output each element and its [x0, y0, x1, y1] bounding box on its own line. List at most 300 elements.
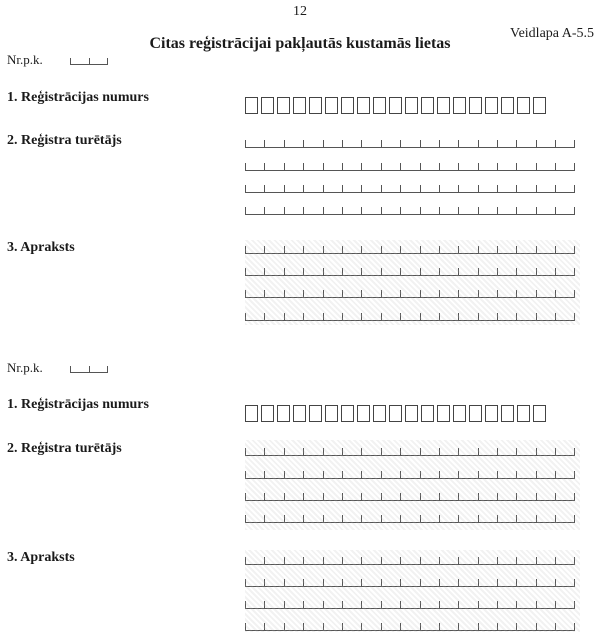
character-cell	[284, 515, 303, 523]
character-cell	[439, 290, 458, 298]
character-cell	[555, 268, 574, 276]
character-cell	[516, 601, 535, 609]
character-cell	[400, 515, 419, 523]
character-box	[325, 97, 338, 114]
character-cell	[516, 207, 535, 215]
character-box	[245, 97, 258, 114]
character-cell	[323, 515, 342, 523]
character-cell	[361, 601, 380, 609]
character-cell	[420, 601, 439, 609]
character-cell	[536, 601, 555, 609]
character-cell	[458, 579, 477, 587]
character-cell	[245, 623, 264, 631]
character-cell	[361, 579, 380, 587]
character-cell	[361, 313, 380, 321]
character-cell	[264, 448, 283, 456]
character-cell	[381, 579, 400, 587]
character-cell	[516, 448, 535, 456]
character-cell	[497, 601, 516, 609]
description-line[interactable]	[245, 623, 575, 633]
character-cell	[284, 493, 303, 501]
character-cell	[323, 579, 342, 587]
character-cell	[323, 448, 342, 456]
character-cell	[458, 515, 477, 523]
character-cell	[245, 246, 264, 254]
character-cell	[478, 185, 497, 193]
character-cell	[497, 579, 516, 587]
character-cell	[458, 448, 477, 456]
character-cell	[284, 579, 303, 587]
character-cell	[536, 515, 555, 523]
character-cell	[264, 140, 283, 148]
registration-number-label: 1. Reģistrācijas numurs	[7, 90, 149, 105]
character-cell	[284, 313, 303, 321]
character-cell	[516, 140, 535, 148]
character-box	[293, 97, 306, 114]
character-cell	[458, 290, 477, 298]
character-box	[485, 405, 498, 422]
character-cell	[381, 290, 400, 298]
character-cell	[400, 313, 419, 321]
character-box	[501, 97, 514, 114]
character-cell	[497, 290, 516, 298]
character-cell	[555, 313, 574, 321]
character-cell	[342, 623, 361, 631]
nr-cell	[70, 58, 89, 65]
description-line[interactable]	[245, 268, 575, 278]
holder-label: 2. Reģistra turētājs	[7, 441, 122, 456]
description-line[interactable]	[245, 557, 575, 567]
character-cell	[420, 623, 439, 631]
character-cell	[555, 579, 574, 587]
character-cell	[342, 185, 361, 193]
character-box	[261, 405, 274, 422]
character-box	[357, 97, 370, 114]
nr-cell	[89, 58, 108, 65]
character-cell	[478, 246, 497, 254]
character-cell	[439, 493, 458, 501]
character-cell	[478, 623, 497, 631]
character-cell	[536, 207, 555, 215]
character-cell	[284, 207, 303, 215]
character-cell	[439, 623, 458, 631]
character-cell	[420, 185, 439, 193]
character-cell	[497, 471, 516, 479]
character-cell	[381, 246, 400, 254]
character-cell	[420, 471, 439, 479]
character-cell	[536, 290, 555, 298]
character-cell	[284, 140, 303, 148]
character-cell	[284, 557, 303, 565]
character-cell	[245, 515, 264, 523]
character-cell	[264, 290, 283, 298]
character-cell	[303, 140, 322, 148]
character-cell	[361, 290, 380, 298]
character-cell	[516, 268, 535, 276]
character-cell	[516, 290, 535, 298]
character-cell	[284, 601, 303, 609]
character-cell	[381, 163, 400, 171]
character-cell	[516, 471, 535, 479]
character-cell	[536, 623, 555, 631]
character-cell	[323, 268, 342, 276]
character-cell	[323, 290, 342, 298]
character-cell	[400, 163, 419, 171]
character-box	[533, 97, 546, 114]
holder-label: 2. Reģistra turētājs	[7, 133, 122, 148]
character-cell	[555, 140, 574, 148]
nr-cell	[70, 366, 89, 373]
description-label: 3. Apraksts	[7, 240, 75, 255]
character-cell	[323, 140, 342, 148]
nr-input[interactable]	[70, 366, 108, 373]
character-cell	[478, 557, 497, 565]
character-cell	[400, 448, 419, 456]
character-cell	[381, 268, 400, 276]
character-box	[357, 405, 370, 422]
nr-cell	[89, 366, 108, 373]
character-cell	[458, 163, 477, 171]
character-cell	[420, 579, 439, 587]
character-box	[453, 97, 466, 114]
description-line[interactable]	[245, 246, 575, 256]
character-cell	[458, 493, 477, 501]
description-line[interactable]	[245, 601, 575, 611]
character-cell	[555, 493, 574, 501]
character-box	[325, 405, 338, 422]
character-cell	[439, 579, 458, 587]
character-cell	[323, 601, 342, 609]
character-cell	[284, 448, 303, 456]
character-cell	[284, 268, 303, 276]
character-cell	[536, 268, 555, 276]
character-cell	[361, 623, 380, 631]
character-cell	[264, 185, 283, 193]
character-box	[517, 405, 530, 422]
character-cell	[361, 185, 380, 193]
character-box	[261, 97, 274, 114]
character-cell	[303, 579, 322, 587]
character-cell	[478, 268, 497, 276]
character-box	[309, 405, 322, 422]
character-cell	[497, 268, 516, 276]
character-cell	[342, 246, 361, 254]
character-cell	[381, 557, 400, 565]
character-cell	[536, 448, 555, 456]
character-cell	[439, 207, 458, 215]
character-cell	[420, 448, 439, 456]
character-cell	[303, 557, 322, 565]
character-cell	[555, 515, 574, 523]
character-cell	[516, 579, 535, 587]
character-cell	[381, 515, 400, 523]
character-cell	[245, 448, 264, 456]
description-line[interactable]	[245, 313, 575, 323]
character-cell	[516, 623, 535, 631]
character-cell	[400, 246, 419, 254]
character-cell	[284, 246, 303, 254]
character-cell	[303, 313, 322, 321]
character-cell	[303, 246, 322, 254]
character-cell	[400, 557, 419, 565]
character-cell	[497, 185, 516, 193]
character-cell	[284, 471, 303, 479]
character-cell	[458, 207, 477, 215]
character-cell	[381, 140, 400, 148]
character-cell	[536, 163, 555, 171]
character-cell	[264, 579, 283, 587]
character-cell	[303, 493, 322, 501]
character-box	[517, 97, 530, 114]
character-cell	[323, 493, 342, 501]
character-cell	[303, 207, 322, 215]
character-cell	[478, 163, 497, 171]
nr-label: Nr.p.k.	[7, 52, 43, 67]
character-box	[405, 405, 418, 422]
character-cell	[536, 579, 555, 587]
character-cell	[555, 623, 574, 631]
holder-line[interactable]	[245, 163, 575, 173]
character-cell	[439, 557, 458, 565]
character-cell	[245, 163, 264, 171]
character-cell	[342, 313, 361, 321]
character-cell	[303, 163, 322, 171]
nr-input[interactable]	[70, 58, 108, 65]
description-label: 3. Apraksts	[7, 550, 75, 565]
character-cell	[478, 290, 497, 298]
character-cell	[439, 601, 458, 609]
character-cell	[497, 493, 516, 501]
character-cell	[478, 313, 497, 321]
character-cell	[536, 246, 555, 254]
character-cell	[555, 471, 574, 479]
character-cell	[420, 140, 439, 148]
character-cell	[555, 163, 574, 171]
character-cell	[342, 140, 361, 148]
character-cell	[555, 185, 574, 193]
character-cell	[342, 601, 361, 609]
character-box	[341, 405, 354, 422]
character-cell	[516, 313, 535, 321]
character-box	[533, 405, 546, 422]
character-cell	[264, 601, 283, 609]
character-box	[373, 405, 386, 422]
character-box	[437, 405, 450, 422]
character-cell	[516, 557, 535, 565]
character-cell	[264, 471, 283, 479]
character-cell	[555, 207, 574, 215]
character-box	[309, 97, 322, 114]
character-cell	[439, 448, 458, 456]
character-cell	[458, 268, 477, 276]
character-cell	[342, 579, 361, 587]
character-cell	[420, 493, 439, 501]
character-cell	[536, 471, 555, 479]
character-cell	[420, 163, 439, 171]
character-cell	[381, 623, 400, 631]
character-cell	[439, 140, 458, 148]
character-cell	[516, 246, 535, 254]
holder-line[interactable]	[245, 448, 575, 458]
character-cell	[342, 268, 361, 276]
character-cell	[284, 163, 303, 171]
character-cell	[245, 313, 264, 321]
character-box	[245, 405, 258, 422]
registration-number-boxes[interactable]	[245, 97, 546, 114]
character-cell	[458, 313, 477, 321]
character-cell	[264, 207, 283, 215]
character-cell	[245, 140, 264, 148]
character-cell	[361, 471, 380, 479]
character-cell	[381, 471, 400, 479]
character-cell	[420, 246, 439, 254]
character-cell	[497, 207, 516, 215]
form-title: Citas reģistrācijai pakļautās kustamās lietas	[149, 35, 451, 52]
character-cell	[400, 623, 419, 631]
character-cell	[303, 601, 322, 609]
character-cell	[323, 207, 342, 215]
character-cell	[303, 185, 322, 193]
form-code: Veidlapa A-5.5	[510, 26, 594, 41]
character-cell	[497, 313, 516, 321]
character-cell	[245, 268, 264, 276]
character-cell	[245, 601, 264, 609]
character-cell	[342, 471, 361, 479]
holder-line[interactable]	[245, 493, 575, 503]
character-cell	[536, 140, 555, 148]
character-cell	[361, 163, 380, 171]
character-cell	[400, 601, 419, 609]
character-cell	[342, 290, 361, 298]
character-cell	[516, 185, 535, 193]
character-cell	[245, 185, 264, 193]
character-cell	[361, 557, 380, 565]
character-cell	[264, 246, 283, 254]
character-cell	[497, 448, 516, 456]
character-cell	[439, 163, 458, 171]
character-cell	[555, 601, 574, 609]
character-box	[277, 405, 290, 422]
character-cell	[439, 515, 458, 523]
character-cell	[342, 557, 361, 565]
character-cell	[420, 268, 439, 276]
holder-line[interactable]	[245, 207, 575, 217]
character-cell	[400, 140, 419, 148]
character-cell	[381, 185, 400, 193]
character-cell	[381, 601, 400, 609]
character-cell	[342, 163, 361, 171]
registration-number-boxes[interactable]	[245, 405, 546, 422]
character-cell	[400, 579, 419, 587]
character-cell	[497, 246, 516, 254]
character-cell	[420, 557, 439, 565]
character-cell	[342, 515, 361, 523]
character-box	[485, 97, 498, 114]
character-cell	[497, 623, 516, 631]
character-cell	[245, 493, 264, 501]
character-cell	[478, 207, 497, 215]
character-cell	[478, 471, 497, 479]
character-cell	[361, 140, 380, 148]
character-cell	[245, 207, 264, 215]
character-cell	[323, 623, 342, 631]
character-cell	[555, 557, 574, 565]
character-cell	[400, 290, 419, 298]
character-cell	[264, 163, 283, 171]
character-cell	[439, 185, 458, 193]
character-cell	[516, 163, 535, 171]
character-cell	[264, 515, 283, 523]
character-box	[421, 97, 434, 114]
character-cell	[381, 207, 400, 215]
character-cell	[264, 623, 283, 631]
holder-line[interactable]	[245, 471, 575, 481]
character-cell	[458, 185, 477, 193]
character-cell	[536, 557, 555, 565]
holder-line[interactable]	[245, 185, 575, 195]
character-cell	[342, 493, 361, 501]
character-cell	[439, 268, 458, 276]
character-cell	[361, 207, 380, 215]
character-cell	[323, 313, 342, 321]
character-cell	[458, 557, 477, 565]
character-cell	[458, 623, 477, 631]
character-cell	[400, 185, 419, 193]
character-cell	[264, 268, 283, 276]
character-cell	[303, 268, 322, 276]
character-cell	[264, 493, 283, 501]
character-cell	[420, 207, 439, 215]
page-number: 12	[293, 4, 307, 19]
character-cell	[284, 290, 303, 298]
character-cell	[303, 290, 322, 298]
character-cell	[478, 515, 497, 523]
character-box	[389, 97, 402, 114]
character-cell	[497, 515, 516, 523]
description-line[interactable]	[245, 290, 575, 300]
character-cell	[284, 185, 303, 193]
character-cell	[536, 313, 555, 321]
character-cell	[458, 471, 477, 479]
character-box	[405, 97, 418, 114]
character-cell	[342, 448, 361, 456]
character-cell	[516, 493, 535, 501]
character-cell	[536, 493, 555, 501]
character-cell	[516, 515, 535, 523]
character-box	[373, 97, 386, 114]
character-cell	[264, 557, 283, 565]
holder-line[interactable]	[245, 140, 575, 150]
description-line[interactable]	[245, 579, 575, 589]
character-cell	[323, 557, 342, 565]
character-box	[421, 405, 434, 422]
character-box	[277, 97, 290, 114]
character-cell	[381, 313, 400, 321]
holder-line[interactable]	[245, 515, 575, 525]
character-cell	[303, 515, 322, 523]
character-cell	[497, 557, 516, 565]
character-box	[341, 97, 354, 114]
character-box	[389, 405, 402, 422]
character-box	[453, 405, 466, 422]
character-cell	[361, 268, 380, 276]
character-cell	[245, 471, 264, 479]
character-cell	[323, 471, 342, 479]
character-cell	[323, 163, 342, 171]
character-cell	[400, 471, 419, 479]
character-cell	[458, 246, 477, 254]
character-cell	[478, 140, 497, 148]
